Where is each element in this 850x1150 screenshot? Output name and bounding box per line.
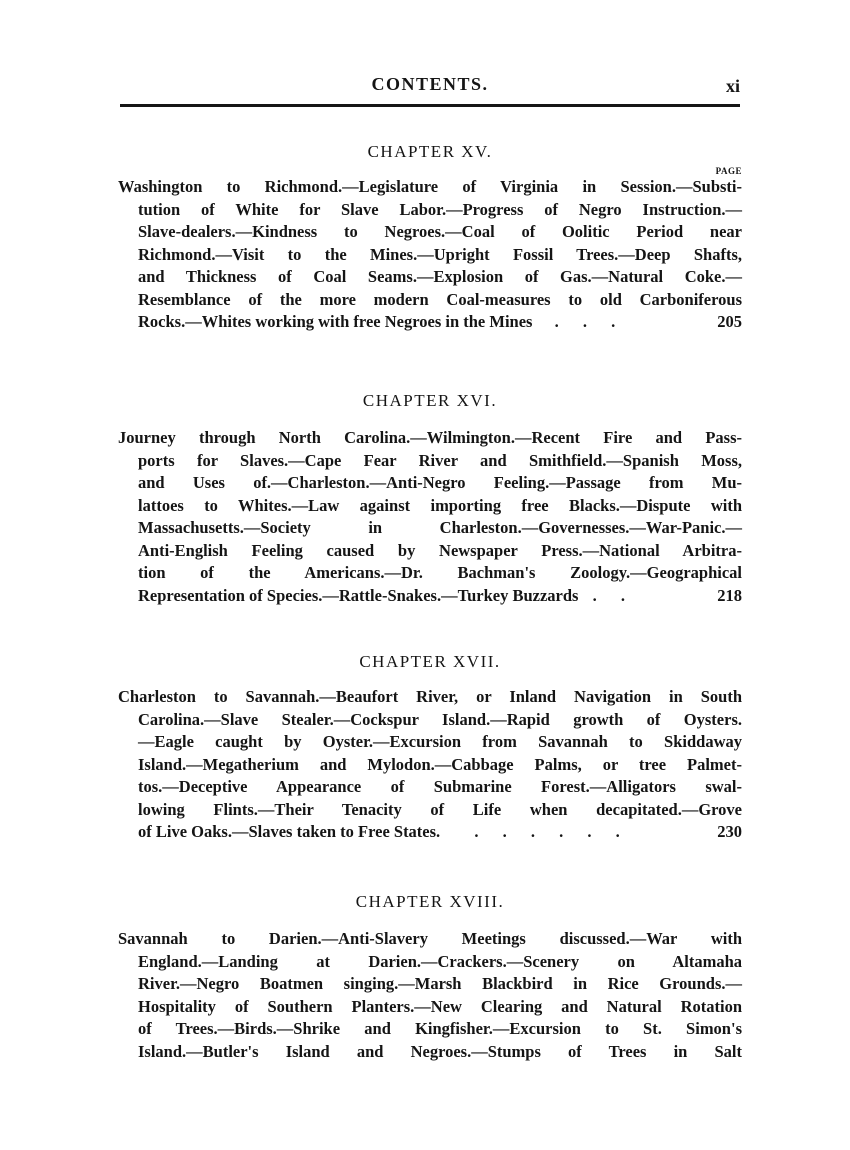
- summary-line: and Uses of.—Charleston.—Anti-Negro Feeling.—Passage from Mu-: [138, 473, 742, 492]
- summary-line: Slave-dealers.—Kindness to Negroes.—Coal of Oolitic Period near: [138, 222, 742, 241]
- summary-line: Rocks.—Whites working with free Negroes in the Mines: [138, 312, 533, 331]
- summary-line: lowing Flints.—Their Tenacity of Life when decapitated.—Grove: [138, 799, 742, 819]
- summary-line: tion of the Americans.—Dr. Bachman's Zoology.—Geographical: [138, 563, 742, 582]
- summary-line: Island.—Megatherium and Mylodon.—Cabbage Palms, or tree Palmet-: [138, 754, 742, 774]
- chapter-summary: [118, 686, 742, 844]
- chapter-summary: [118, 427, 742, 607]
- dot-leader: . . .: [554, 312, 626, 331]
- summary-last-line: [138, 311, 742, 334]
- summary-line: Anti-English Feeling caused by Newspaper Press.—National Arbitra-: [138, 540, 742, 560]
- summary-line: England.—Landing at Darien.—Crackers.—Scenery on Altamaha: [138, 951, 742, 971]
- chapter-summary: [118, 176, 742, 334]
- page-column-label: PAGE: [715, 166, 742, 176]
- chapter-heading: CHAPTER XVIII.: [355, 892, 505, 911]
- summary-line: Massachusetts.—Society in Charleston.—Governesses.—War-Panic.—: [138, 518, 742, 537]
- summary-last-line: [138, 585, 742, 608]
- summary-line: tos.—Deceptive Appearance of Submarine Forest.—Alligators swal-: [138, 777, 742, 796]
- chapter-heading: CHAPTER XV.: [367, 142, 493, 161]
- chapter-page-number: 218: [717, 585, 742, 605]
- summary-line: tution of White for Slave Labor.—Progress of Negro Instruction.—: [138, 199, 742, 219]
- chapter-page-number: 230: [717, 822, 742, 841]
- chapter-entry-xv: [118, 140, 742, 334]
- summary-line: —Eagle caught by Oyster.—Excursion from Savannah to Skiddaway: [138, 732, 742, 751]
- summary-line: of Trees.—Birds.—Shrike and Kingfisher.—Excursion to St. Simon's: [138, 1019, 742, 1038]
- summary-line: Journey through North Carolina.—Wilmington.—Recent Fire and Pass-: [118, 428, 742, 447]
- summary-line: ports for Slaves.—Cape Fear River and Smithfield.—Spanish Moss,: [138, 450, 742, 470]
- summary-line: lattoes to Whites.—Law against importing free Blacks.—Dispute with: [138, 495, 742, 515]
- running-head: [120, 74, 740, 98]
- chapter-entry-xvii: [118, 650, 742, 844]
- chapter-entry-xviii: [118, 890, 742, 1063]
- chapter-entry-xvi: [118, 389, 742, 607]
- summary-line: Resemblance of the more modern Coal-measures to old Carboniferous: [138, 289, 742, 309]
- summary-line: and Thickness of Coal Seams.—Explosion of Gas.—Natural Coke.—: [138, 267, 742, 286]
- chapter-heading: CHAPTER XVII.: [359, 652, 501, 671]
- summary-line: Representation of Species.—Rattle-Snakes.—Turkey Buzzards: [138, 585, 579, 605]
- summary-line: Richmond.—Visit to the Mines.—Upright Fossil Trees.—Deep Shafts,: [138, 244, 742, 264]
- summary-last-line: [138, 821, 742, 844]
- dot-leader: . .: [592, 585, 635, 605]
- summary-line: River.—Negro Boatmen singing.—Marsh Blackbird in Rice Grounds.—: [138, 974, 742, 993]
- chapter-page-number: 205: [717, 312, 742, 331]
- summary-line: Savannah to Darien.—Anti-Slavery Meetings discussed.—War with: [118, 929, 742, 948]
- running-title: CONTENTS.: [371, 74, 489, 94]
- summary-line: Charleston to Savannah.—Beaufort River, or Inland Navigation in South: [118, 687, 742, 706]
- dot-leader: . . . . . .: [474, 822, 630, 841]
- header-rule: [120, 104, 740, 107]
- summary-line: Carolina.—Slave Stealer.—Cockspur Island.—Rapid growth of Oysters.: [138, 709, 742, 729]
- summary-line: Hospitality of Southern Planters.—New Clearing and Natural Rotation: [138, 996, 742, 1016]
- summary-line: Island.—Butler's Island and Negroes.—Stumps of Trees in Salt: [138, 1041, 742, 1061]
- summary-line: of Live Oaks.—Slaves taken to Free States.: [138, 822, 441, 841]
- summary-line: Washington to Richmond.—Legislature of Virginia in Session.—Substi-: [118, 177, 742, 196]
- chapter-heading: CHAPTER XVI.: [362, 391, 498, 410]
- chapter-summary: [118, 928, 742, 1063]
- folio-page-number: xi: [725, 76, 740, 96]
